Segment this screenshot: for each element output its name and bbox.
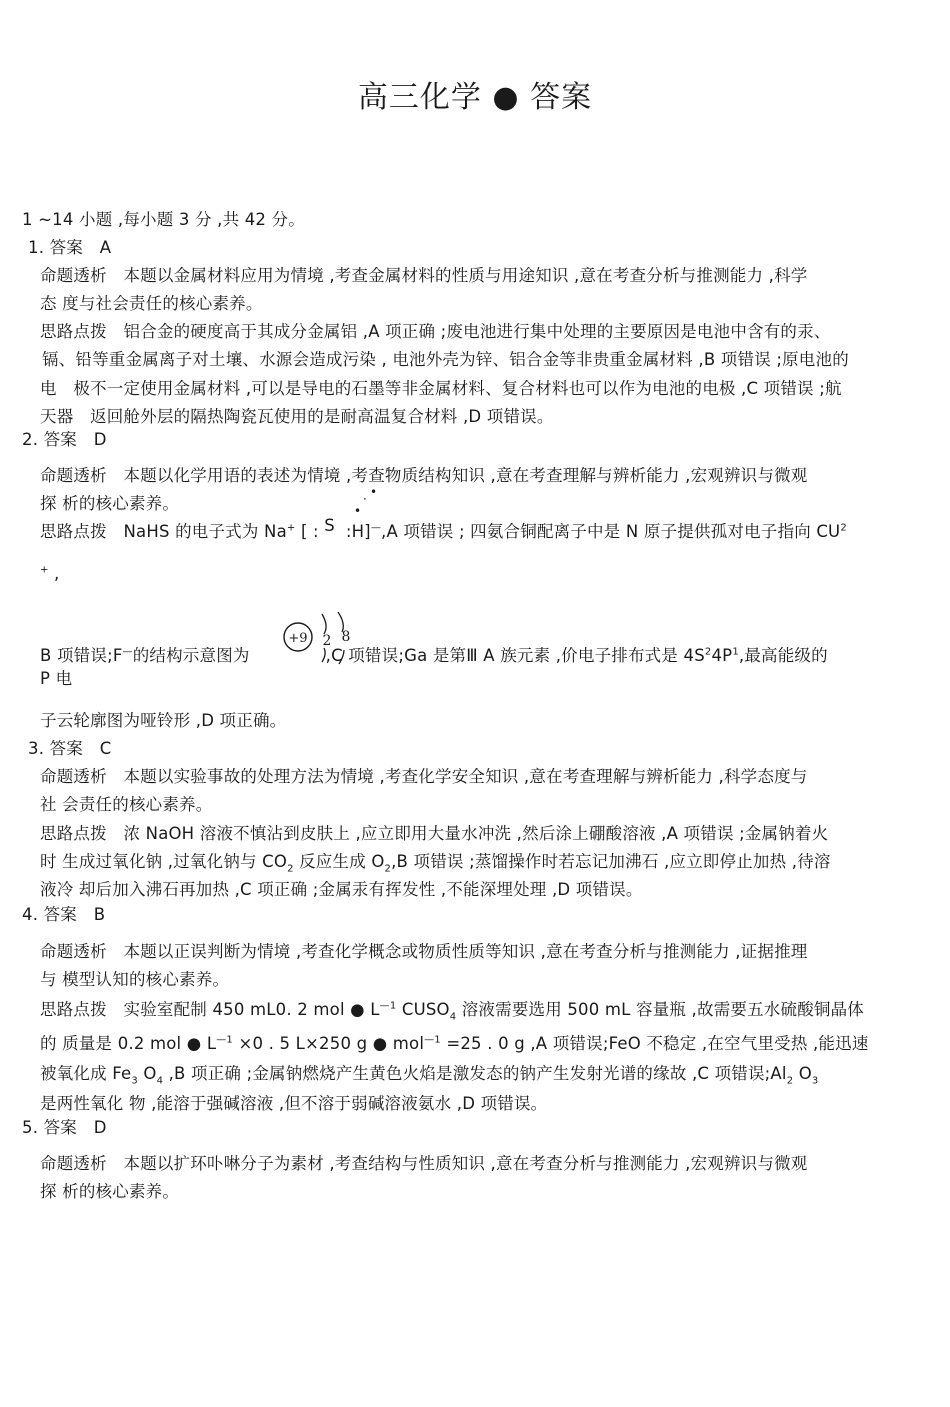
q2-hint-line: B 项错误;F—的结构示意图为 ,C 项错误;Ga 是第Ⅲ A 族元素 ,价电子排布式是 $4S^24P^1$,最高能级的	[40, 646, 828, 665]
q5-answer: 5. 答案 D	[22, 1118, 107, 1137]
q3-answer: 3. 答案 C	[28, 739, 112, 758]
q3-analysis-line: 社 会责任的核心素养。	[40, 795, 213, 814]
q1-analysis-line: 命题透析 本题以金属材料应用为情境 ,考查金属材料的性质与用途知识 ,意在考查分析与推测能力 ,科学	[40, 266, 808, 285]
q2-analysis-line: 探 析的核心素养。	[40, 494, 180, 513]
q4-hint-line: 是两性氧化 物 ,能溶于强碱溶液 ,但不溶于弱碱溶液氨水 ,D 项错误。	[40, 1094, 548, 1113]
q1-hint-line: 思路点拨 铝合金的硬度高于其成分金属铝 ,A 项正确 ;废电池进行集中处理的主要原因是电池中含有的汞、	[40, 322, 831, 341]
q2-answer: 2. 答案 D	[22, 430, 107, 449]
q2-hint-line: + ,	[40, 564, 60, 583]
q1-hint-line: 镉、铅等重金属离子对土壤、水源会造成污染 , 电池外壳为锌、铝合金等非贵重金属材料 ,B 项错误 ;原电池的	[42, 350, 849, 369]
q2-hint-line: P 电	[40, 669, 73, 688]
electron-dot: •	[354, 504, 362, 518]
q1-hint-line: 天器 返回舱外层的隔热陶瓷瓦使用的是耐高温复合材料 ,D 项错误。	[40, 407, 554, 426]
shell-1-electrons: 2	[322, 633, 332, 649]
q3-hint-line: 时 生成过氧化钠 ,过氧化钠与 $CO_2$ 反应生成 $O_2,B$ 项错误 ;蒸馏操作时若忘记加沸石 ,应立即停止加热 ,待溶	[40, 852, 831, 875]
q4-analysis-line: 与 模型认知的核心素养。	[40, 970, 230, 989]
q4-answer: 4. 答案 B	[22, 905, 106, 924]
q5-analysis-line: 命题透析 本题以扩环卟啉分子为素材 ,考查结构与性质知识 ,意在考查分析与推测能力 ,宏观辨识与微观	[40, 1154, 808, 1173]
q4-hint-line: 思路点拨 实验室配制 450 mL0. 2 mol ● $L^{—1}$ $CUSO_4$ 溶液需要选用 500 mL 容量瓶 ,故需要五水硫酸铜晶体	[40, 1000, 865, 1023]
q2-hint-line: 思路点拨 NaHS 的电子式为 Na+ [ : S :H]—,A 项错误 ; 四氨合铜配离子中是 N 原子提供孤对电子指向 $CU^2$	[40, 516, 847, 541]
q1-answer: 1. 答案 A	[28, 238, 112, 257]
q4-hint-line: 被氧化成 $Fe_3$ $O_4$ ,B 项正确 ;金属钠燃烧产生黄色火焰是激发态的钠产生发射光谱的缘故 ,C 项错误$;Al_2$ $O_3$	[40, 1064, 819, 1087]
q4-analysis-line: 命题透析 本题以正误判断为情境 ,考查化学概念或物质性质等知识 ,意在考查分析与推测能力 ,证据推理	[40, 942, 808, 961]
q2-hint-line: 子云轮廓图为哑铃形 ,D 项正确。	[40, 711, 287, 730]
electron-dot: ·	[363, 492, 367, 506]
q2-analysis-line: 命题透析 本题以化学用语的表述为情境 ,考查物质结构知识 ,意在考查理解与辨析能力 ,宏观辨识与微观	[40, 466, 808, 485]
page-title: 高三化学 ● 答案	[357, 80, 593, 115]
q3-analysis-line: 命题透析 本题以实验事故的处理方法为情境 ,考查化学安全知识 ,意在考查理解与辨析能力 ,科学态度与	[40, 767, 808, 786]
shell-2-electrons: 8	[341, 629, 351, 645]
section-intro: 1 ~14 小题 ,每小题 3 分 ,共 42 分。	[22, 210, 305, 229]
q5-analysis-line: 探 析的核心素养。	[40, 1182, 180, 1201]
q3-hint-line: 思路点拨 浓 NaOH 溶液不慎沾到皮肤上 ,应立即用大量水冲洗 ,然后涂上硼酸溶液 ,A 项错误 ;金属钠着火	[40, 824, 829, 843]
q1-analysis-line: 态 度与社会责任的核心素养。	[40, 294, 263, 313]
q1-hint-line: 电 极不一定使用金属材料 ,可以是导电的石墨等非金属材料、复合材料也可以作为电池的电极 ,C 项错误 ;航	[40, 379, 842, 398]
nucleus-label: +9	[288, 631, 308, 646]
electron-dot: •	[370, 485, 378, 499]
q3-hint-line: 液冷 却后加入沸石再加热 ,C 项正确 ;金属汞有挥发性 ,不能深埋处理 ,D 项错误。	[40, 880, 643, 899]
q4-hint-line: 的 质量是 0.2 mol ● $L^{—1} \times 0$ . 5 L×250 g ● mol$^{—1}$ =25 . 0 g ,A 项错误;FeO 不稳定 ,在空气里受热 ,能迅速	[40, 1034, 869, 1053]
